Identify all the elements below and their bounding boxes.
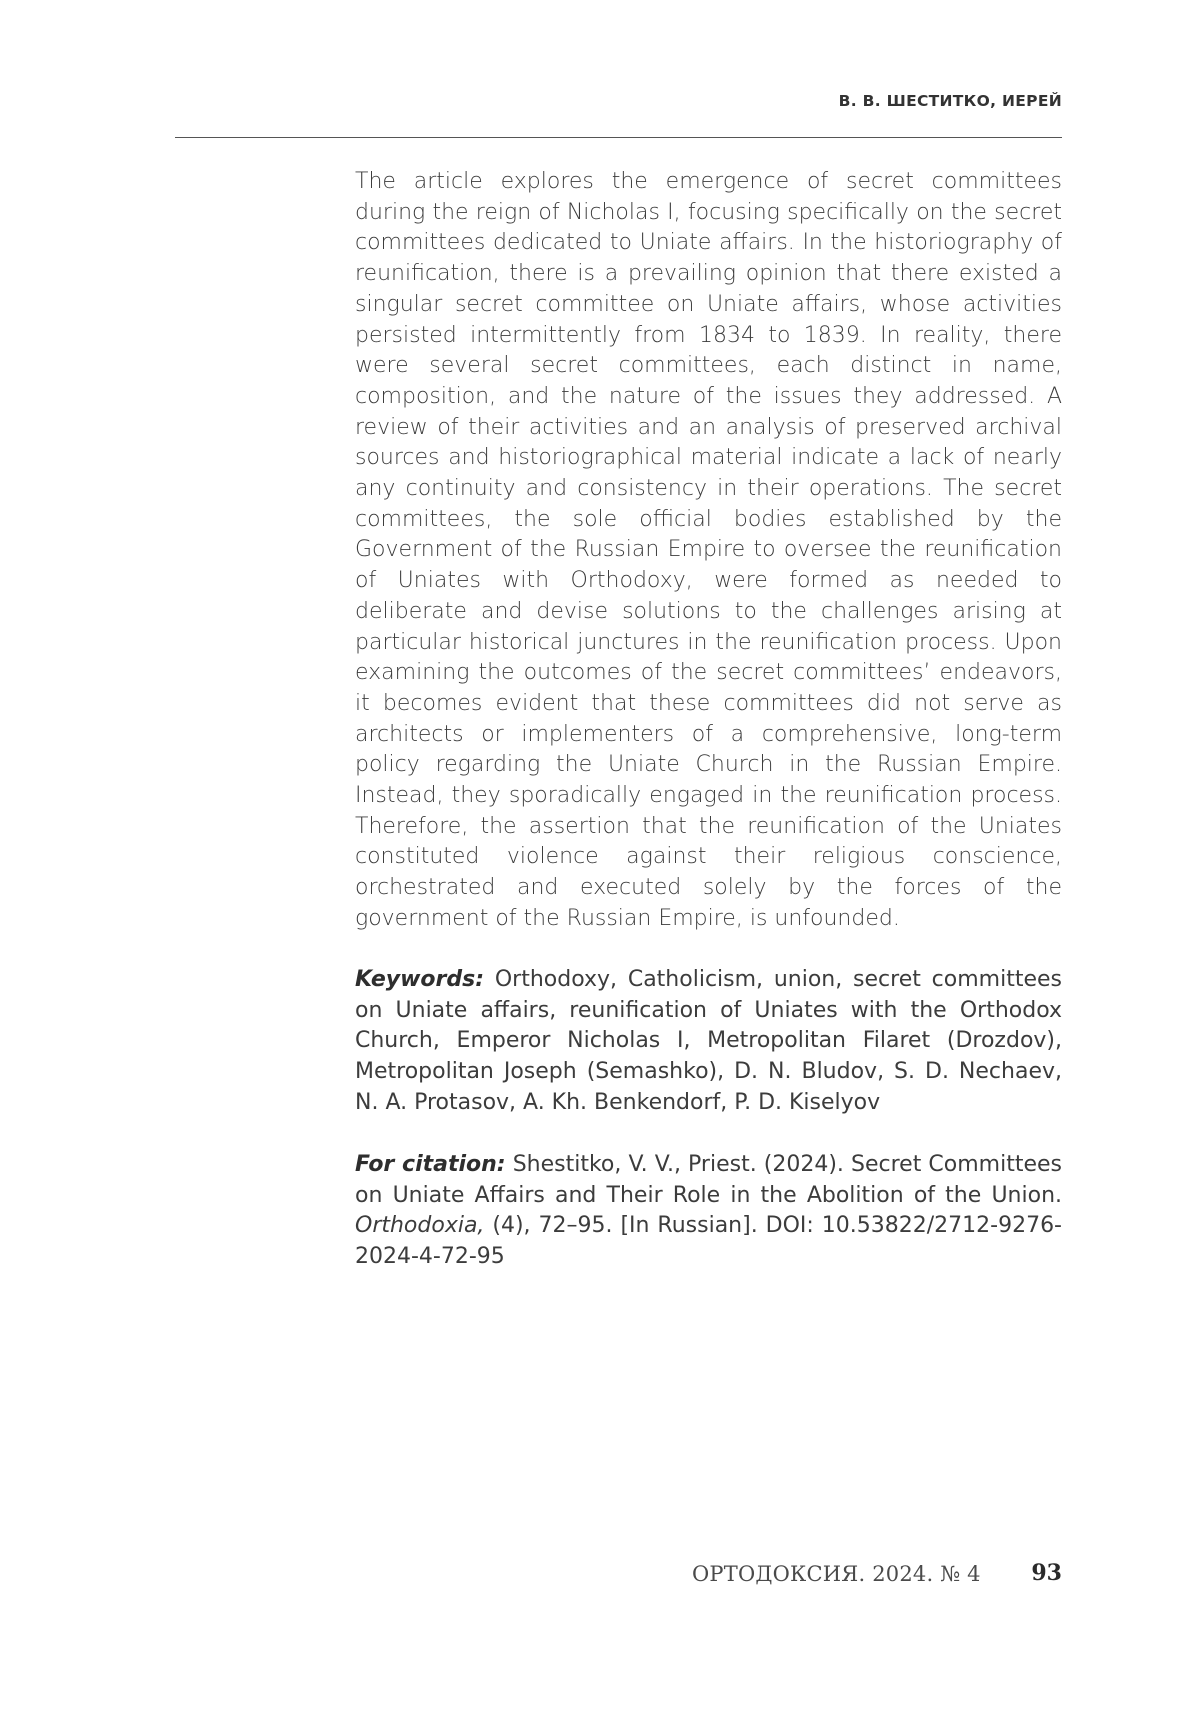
keywords-paragraph [355,965,1062,1119]
running-head-author: В. В. ШЕСТИТКО, ИЕРЕЙ [838,92,1062,110]
citation-text-before: Shestitko, V. V., Priest. (2024). Secret Committees on Uniate Affairs and Their Role in the Abolition of the Union. [355,1152,1062,1208]
citation-label: For citation: [355,1152,506,1177]
abstract-paragraph: The article explores the emergence of secret committees during the reign of Nicholas I, focusing specifically on the secret committees dedicated to Uniate affairs. In the historiography of reunification, there is a prevailing opinion that there existed a singular secret committee on Uniate affairs, whose activities persisted intermittently from 1834 to 1839. In reality, there were several secret committees, each distinct in name, composition, and the nature of the issues they addressed. A review of their activities and an analysis of preserved archival sources and historiographical material indicate a lack of nearly any continuity and consistency in their operations. The secret committees, the sole official bodies established by the Government of the Russian Empire to oversee the reunification of Uniates with Orthodoxy, were formed as needed to deliberate and devise solutions to the challenges arising at particular historical junctures in the reunification process. Upon examining the outcomes of the secret committees’ endeavors, it becomes evident that these committees did not serve as architects or implementers of a comprehensive, long-term policy regarding the Uniate Church in the Russian Empire. Instead, they sporadically engaged in the reunification process. Therefore, the assertion that the reunification of the Uniates constituted violence against their religious conscience, orchestrated and executed solely by the forces of the government of the Russian Empire, is unfounded. [355,169,1062,931]
footer-journal-issue: ОРТОДОКСИЯ. 2024. № 4 [692,1562,981,1586]
header-divider [175,137,1062,138]
citation-paragraph [355,1150,1062,1273]
keywords-text: Orthodoxy, Catholicism, union, secret committees on Uniate affairs, reunification of Uniates with the Orthodox Church, Emperor Nicholas I, Metropolitan Filaret (Drozdov), Metropolitan Joseph (Semashko), D. N. Bludov, S. D. Nechaev, N. A. Protasov, A. Kh. Benkendorf, P. D. Kiselyov [355,967,1062,1115]
citation-journal-name: Orthodoxia, [355,1213,485,1239]
keywords-label: Keywords: [355,967,485,992]
citation-text-after: (4), 72–95. [In Russian]. DOI: 10.53822/2712-9276-2024-4-72-95 [355,1213,1063,1270]
page-number: 93 [1031,1560,1062,1586]
